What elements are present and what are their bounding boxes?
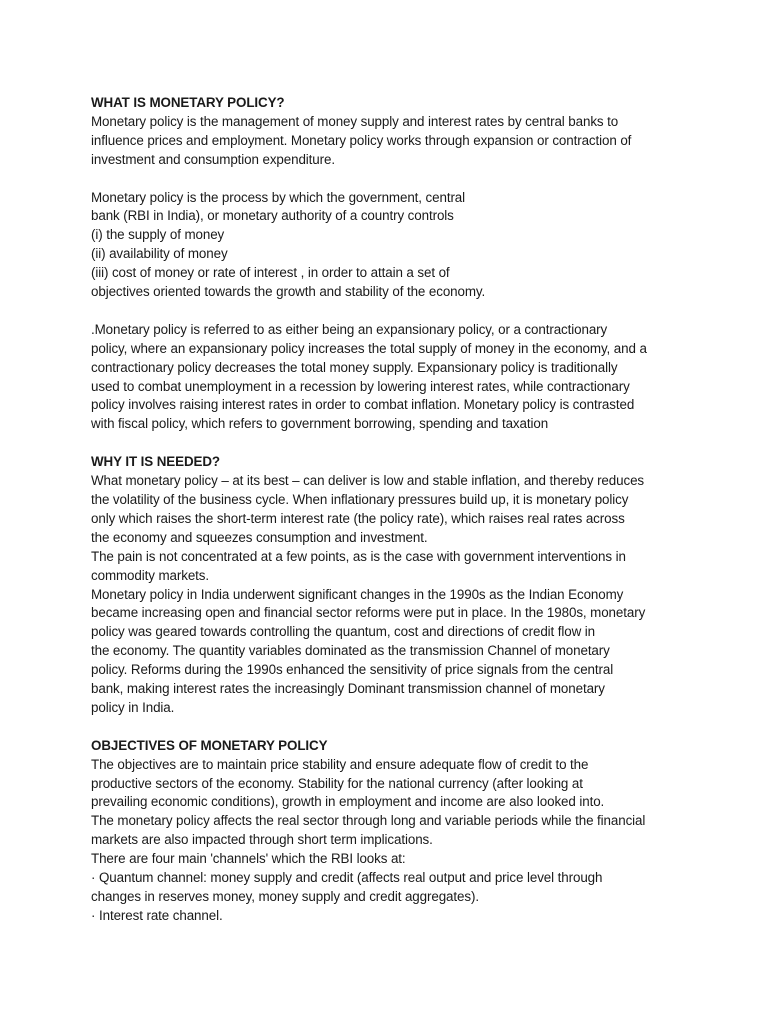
paragraph-line: only which raises the short-term interest rate (the policy rate), which raises real rates across bbox=[91, 510, 625, 526]
paragraph-line: Monetary policy in India underwent significant changes in the 1990s as the Indian Economy bbox=[91, 586, 624, 602]
paragraph-line: the economy. The quantity variables dominated as the transmission Channel of monetary bbox=[91, 643, 610, 659]
paragraph-gap bbox=[91, 434, 691, 453]
paragraph-line: bank (RBI in India), or monetary authority of a country controls bbox=[91, 208, 454, 224]
list-item: (ii) availability of money bbox=[91, 246, 228, 262]
paragraph-line: productive sectors of the economy. Stability for the national currency (after looking at bbox=[91, 775, 583, 791]
paragraph-line: commodity markets. bbox=[91, 567, 209, 583]
paragraph-line: the volatility of the business cycle. When inflationary pressures build up, it is monetary policy bbox=[91, 491, 629, 507]
paragraph-line: changes in reserves money, money supply and credit aggregates). bbox=[91, 889, 479, 904]
paragraph-line: .Monetary policy is referred to as either being an expansionary policy, or a contractionary bbox=[91, 321, 608, 337]
bullet-item: · Quantum channel: money supply and credit (affects real output and price level through bbox=[91, 870, 603, 886]
paragraph-line: The objectives are to maintain price stability and ensure adequate flow of credit to the bbox=[91, 756, 589, 772]
paragraph-gap bbox=[91, 302, 691, 321]
paragraph-line: bank, making interest rates the increasingly Dominant transmission channel of monetary bbox=[91, 681, 605, 697]
section-heading-what-is-monetary-policy: WHAT IS MONETARY POLICY? bbox=[91, 95, 285, 110]
paragraph-line: investment and consumption expenditure. bbox=[91, 151, 335, 167]
paragraph-line: objectives oriented towards the growth and stability of the economy. bbox=[91, 284, 486, 300]
paragraph-line: prevailing economic conditions), growth in employment and income are also looked into. bbox=[91, 794, 605, 810]
paragraph-line: contractionary policy decreases the total money supply. Expansionary policy is traditionally bbox=[91, 359, 618, 375]
paragraph-line: policy was geared towards controlling the quantum, cost and directions of credit flow in bbox=[91, 624, 596, 640]
paragraph-line: Monetary policy is the process by which the government, central bbox=[91, 189, 466, 205]
paragraph-line: the economy and squeezes consumption and investment. bbox=[91, 529, 428, 545]
list-item: (i) the supply of money bbox=[91, 227, 225, 243]
paragraph-gap bbox=[91, 170, 691, 189]
section-heading-objectives: OBJECTIVES OF MONETARY POLICY bbox=[91, 737, 328, 753]
paragraph-line: The monetary policy affects the real sector through long and variable periods while the financial bbox=[91, 813, 646, 829]
document-page bbox=[91, 94, 691, 926]
paragraph-line: policy. Reforms during the 1990s enhanced the sensitivity of price signals from the central bbox=[91, 662, 614, 678]
paragraph-line: What monetary policy – at its best – can deliver is low and stable inflation, and thereby reduces bbox=[91, 473, 645, 489]
bullet-item: · Interest rate channel. bbox=[91, 907, 223, 923]
paragraph-line: with fiscal policy, which refers to government borrowing, spending and taxation bbox=[91, 416, 549, 432]
paragraph-line: The pain is not concentrated at a few points, as is the case with government interventions in bbox=[91, 548, 626, 564]
paragraph-line: There are four main 'channels' which the RBI looks at: bbox=[91, 851, 406, 867]
paragraph-line: policy in India. bbox=[91, 699, 175, 715]
paragraph-line: became increasing open and financial sector reforms were put in place. In the 1980s, monetary bbox=[91, 605, 646, 621]
section-heading-why-it-is-needed: WHY IT IS NEEDED? bbox=[91, 454, 220, 470]
paragraph-line: used to combat unemployment in a recession by lowering interest rates, while contractionary bbox=[91, 378, 630, 394]
list-item: (iii) cost of money or rate of interest , in order to attain a set of bbox=[91, 265, 450, 281]
paragraph-line: markets are also impacted through short term implications. bbox=[91, 832, 433, 848]
paragraph-gap bbox=[91, 718, 691, 737]
paragraph-line: policy, where an expansionary policy increases the total supply of money in the economy, and a bbox=[91, 340, 647, 356]
paragraph-line: policy involves raising interest rates in order to combat inflation. Monetary policy is contrasted bbox=[91, 397, 635, 413]
paragraph-line: Monetary policy is the management of money supply and interest rates by central banks to bbox=[91, 113, 619, 129]
paragraph-line: influence prices and employment. Monetary policy works through expansion or contraction of bbox=[91, 132, 632, 148]
